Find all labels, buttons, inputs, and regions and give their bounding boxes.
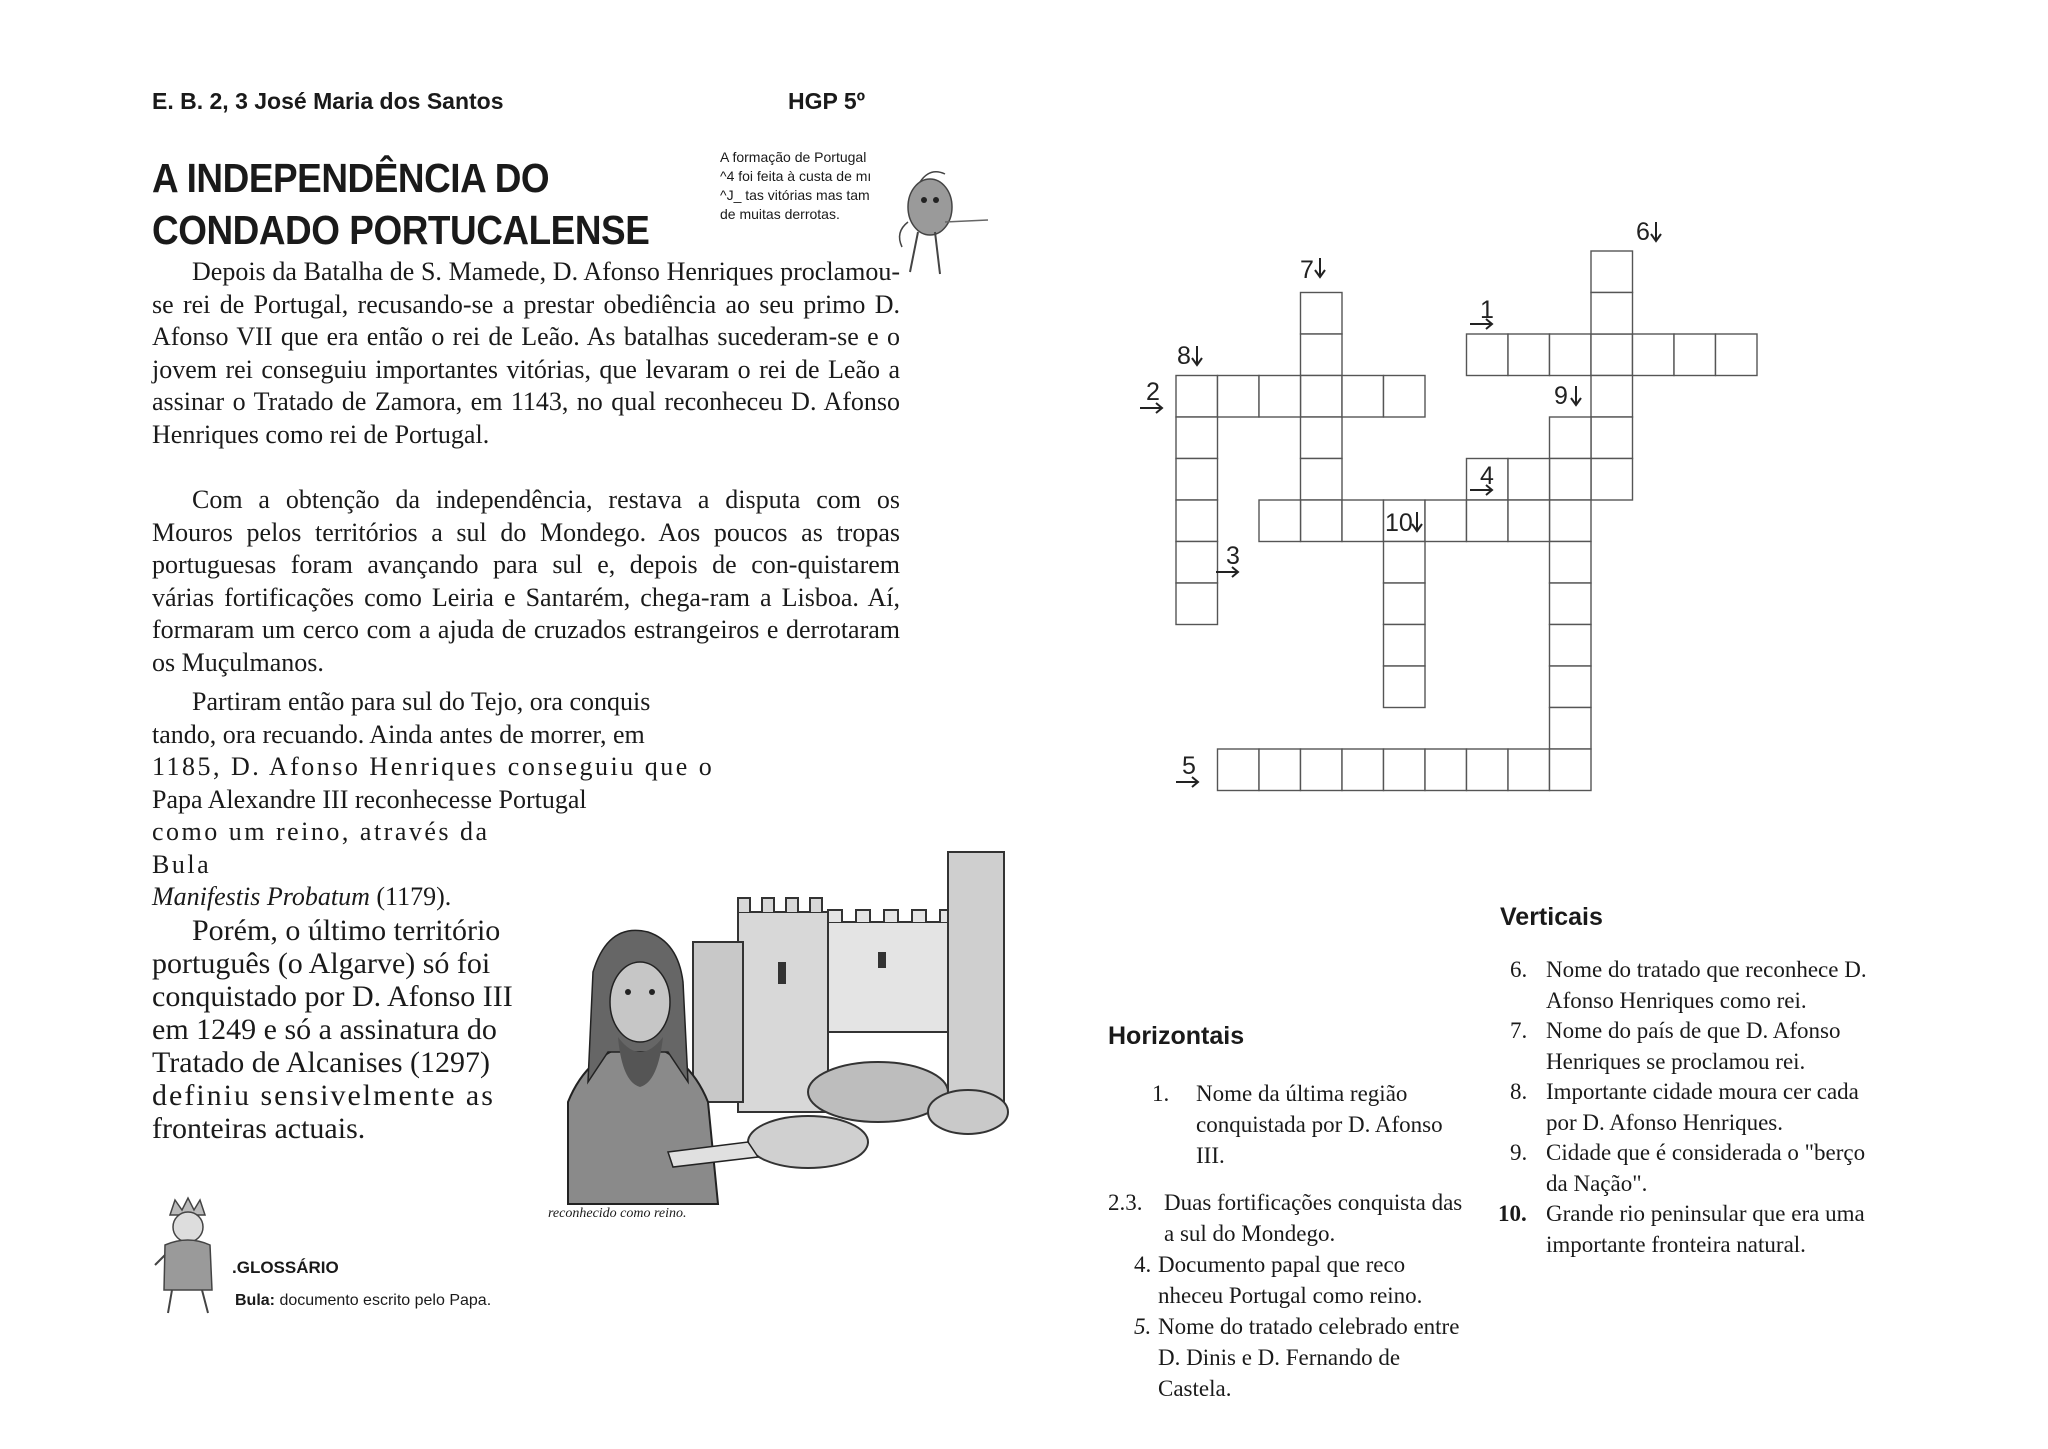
paragraph-3-line: tando, ora recuando. Ainda antes de morrer, em [152,719,645,749]
crossword-cell [1176,376,1218,418]
crossword-cell [1550,417,1592,459]
vertical-clue: 9. Cidade que é considerada o "berço da Nação". [1510,1140,1866,1196]
horizontal-clue: 5. Nome do tratado celebrado entre D. Dinis e D. Fernando de Castela. [1134,1314,1460,1401]
crossword-cell [1508,459,1550,501]
paragraph-1-text: Depois da Batalha de S. Mamede, D. Afonso Henriques proclamou-se rei de Portugal, recusando-se a prestar obediência ao seu primo D. Afonso VII que era então o rei de Leão. As batalhas sucederam-se e o jovem rei conseguiu importantes vitórias, que levaram o rei de Leão a assinar o Tratado de Zamora, em 1143, no qual reconheceu D. Afonso Henriques como rei de Portugal. [152,257,900,449]
crossword-number: 7 [1300,256,1314,284]
crossword-cell [1384,749,1426,791]
paragraph-4-line: definiu sensivelmente as [152,1079,495,1112]
crossword-cell [1218,749,1260,791]
crossword-cell [1674,334,1716,376]
vertical-clues-list [1500,955,1870,1260]
speech-line: ^J_ tas vitórias mas tam [720,187,870,203]
crossword-cell [1591,251,1633,293]
crossword-number: 6 [1636,218,1650,246]
crossword-cell [1467,749,1509,791]
crossword-cell [1591,417,1633,459]
crossword-cell [1591,376,1633,418]
crossword-cell [1550,500,1592,542]
school-name: E. B. 2, 3 José Maria dos Santos [152,88,504,114]
crossword-cell [1384,376,1426,418]
paragraph-1 [152,256,900,451]
speech-line: ^4 foi feita à custa de mı [720,168,872,184]
crossword-number: 5 [1182,752,1196,780]
crossword-cell [1176,542,1218,584]
crossword-cell [1716,334,1758,376]
horizontal-clue: 1. Nome da última região conquistada por D. Afonso III. [1152,1081,1443,1168]
paragraph-3-line: Partiram então para sul do Tejo, ora conquis [192,687,651,716]
paragraph-2-text: Com a obtenção da independência, restava a disputa com os Mouros pelos territórios a sul do Mondego. Aos poucos as tropas portuguesas foram avançando para sul e, depois de con-quistarem várias fortificações como Leiria e Santarém, chega-ram a Lisboa. Aí, formaram um cerco com a ajuda de cruzados estrangeiros e derrotaram os Muçulmanos. [152,485,900,677]
speech-line: A formação de Portugal [720,149,867,165]
crossword-cell [1550,625,1592,667]
crossword-cell [1508,500,1550,542]
crossword-cell [1384,666,1426,708]
title-line-1: A INDEPENDÊNCIA DO [152,155,550,201]
title-line-2: CONDADO PORTUCALENSE [152,207,650,253]
crossword-cell [1591,293,1633,335]
crossword-cell [1342,500,1384,542]
crossword-cell [1508,334,1550,376]
crossword-cell [1425,500,1467,542]
crossword-cell [1301,459,1343,501]
crossword-cell [1259,500,1301,542]
horizontal-clues-title: Horizontais [1108,1022,1245,1050]
crossword-cell [1591,459,1633,501]
crossword-cell [1384,583,1426,625]
crossword-cell [1301,500,1343,542]
vertical-clue: 6. Nome do tratado que reconhece D. Afonso Henriques como rei. [1510,957,1867,1013]
crossword-cell [1342,749,1384,791]
vertical-clue: 7. Nome do país de que D. Afonso Henriques se proclamou rei. [1510,1018,1841,1074]
page-title [152,152,649,256]
crossword-cell [1301,376,1343,418]
crossword-cell [1301,749,1343,791]
crossword-number: 9 [1554,382,1568,410]
crossword-cell [1259,749,1301,791]
vertical-clues-title: Verticais [1500,903,1603,931]
crossword-cell [1550,749,1592,791]
subject-label: HGP 5º [788,88,866,114]
speech-line: de muitas derrotas. [720,206,840,222]
crossword-cell [1550,542,1592,584]
crossword-cell [1550,666,1592,708]
paragraph-4 [152,914,552,1145]
vertical-clue: 8. Importante cidade moura cer cada por D. Afonso Henriques. [1510,1079,1859,1135]
horizontal-clue: 4. Documento papal que reco nheceu Portugal como reino. [1134,1252,1423,1308]
crossword-cell [1176,459,1218,501]
crossword-cell [1550,334,1592,376]
crossword-number: 8 [1177,342,1191,370]
crossword-grid [1130,206,1650,806]
glossary-title: .GLOSSÁRIO [232,1258,339,1277]
paragraph-3-line: Bula [152,849,212,879]
crossword-cell [1342,376,1384,418]
king-and-castle-illustration [548,852,1004,1204]
image-caption: reconhecido como reino. [548,1206,687,1221]
paragraph-4-line: fronteiras actuais. [152,1112,366,1145]
paragraph-3-line: 1185, D. Afonso Henriques conseguiu que o [152,752,715,781]
crossword-cell [1550,708,1592,750]
crossword-cell [1467,500,1509,542]
crossword-cell [1550,459,1592,501]
paragraph-3-line: como um reino, através da [152,817,490,846]
glossary-entry [235,1292,491,1310]
horizontal-clue: 2.3. Duas fortificações conquista das a sul do Mondego. [1108,1190,1463,1246]
crossword-cell [1508,749,1550,791]
crossword-cell [1301,334,1343,376]
crossword-cell [1384,625,1426,667]
crossword-cell [1218,376,1260,418]
horizontal-clues-list [1108,1078,1468,1404]
paragraph-4-line: conquistado por D. Afonso III [152,980,513,1013]
vertical-clue: 10. Grande rio peninsular que era uma importante fronteira natural. [1498,1201,1865,1257]
speech-bubble [720,148,890,224]
crossword-number: 10 [1385,509,1413,537]
crossword-cell [1301,293,1343,335]
crossword-cell [1591,334,1633,376]
bull-name: Manifestis Probatum [152,882,370,911]
crossword-cell [1467,334,1509,376]
crossword-cell [1425,749,1467,791]
king-mascot-illustration [150,1195,225,1315]
paragraph-3-line: Manifestis Probatum (1179). [152,882,452,911]
crossword-number: 4 [1480,462,1494,490]
crossword-cell [1176,583,1218,625]
crossword-cell [1384,542,1426,584]
paragraph-2 [152,484,900,679]
sitting-mascot-illustration [890,162,990,292]
paragraph-4-line: português (o Algarve) só foi [152,947,491,980]
glossary-term: Bula: [235,1292,275,1309]
crossword-cell [1259,376,1301,418]
paragraph-4-line: Porém, o último território [192,914,501,947]
crossword-number: 2 [1146,378,1160,406]
glossary-definition: documento escrito pelo Papa. [275,1292,492,1309]
paragraph-4-line: Tratado de Alcanises (1297) [152,1046,490,1079]
crossword-cell [1550,583,1592,625]
paragraph-3-line: Papa Alexandre III reconhecesse Portugal [152,784,587,814]
crossword-cell [1301,417,1343,459]
crossword-cell [1633,334,1675,376]
crossword-cell [1176,417,1218,459]
crossword-number: 1 [1480,296,1494,324]
paragraph-4-line: em 1249 e só a assinatura do [152,1013,497,1046]
crossword-number: 3 [1226,542,1240,570]
crossword-cell [1176,500,1218,542]
